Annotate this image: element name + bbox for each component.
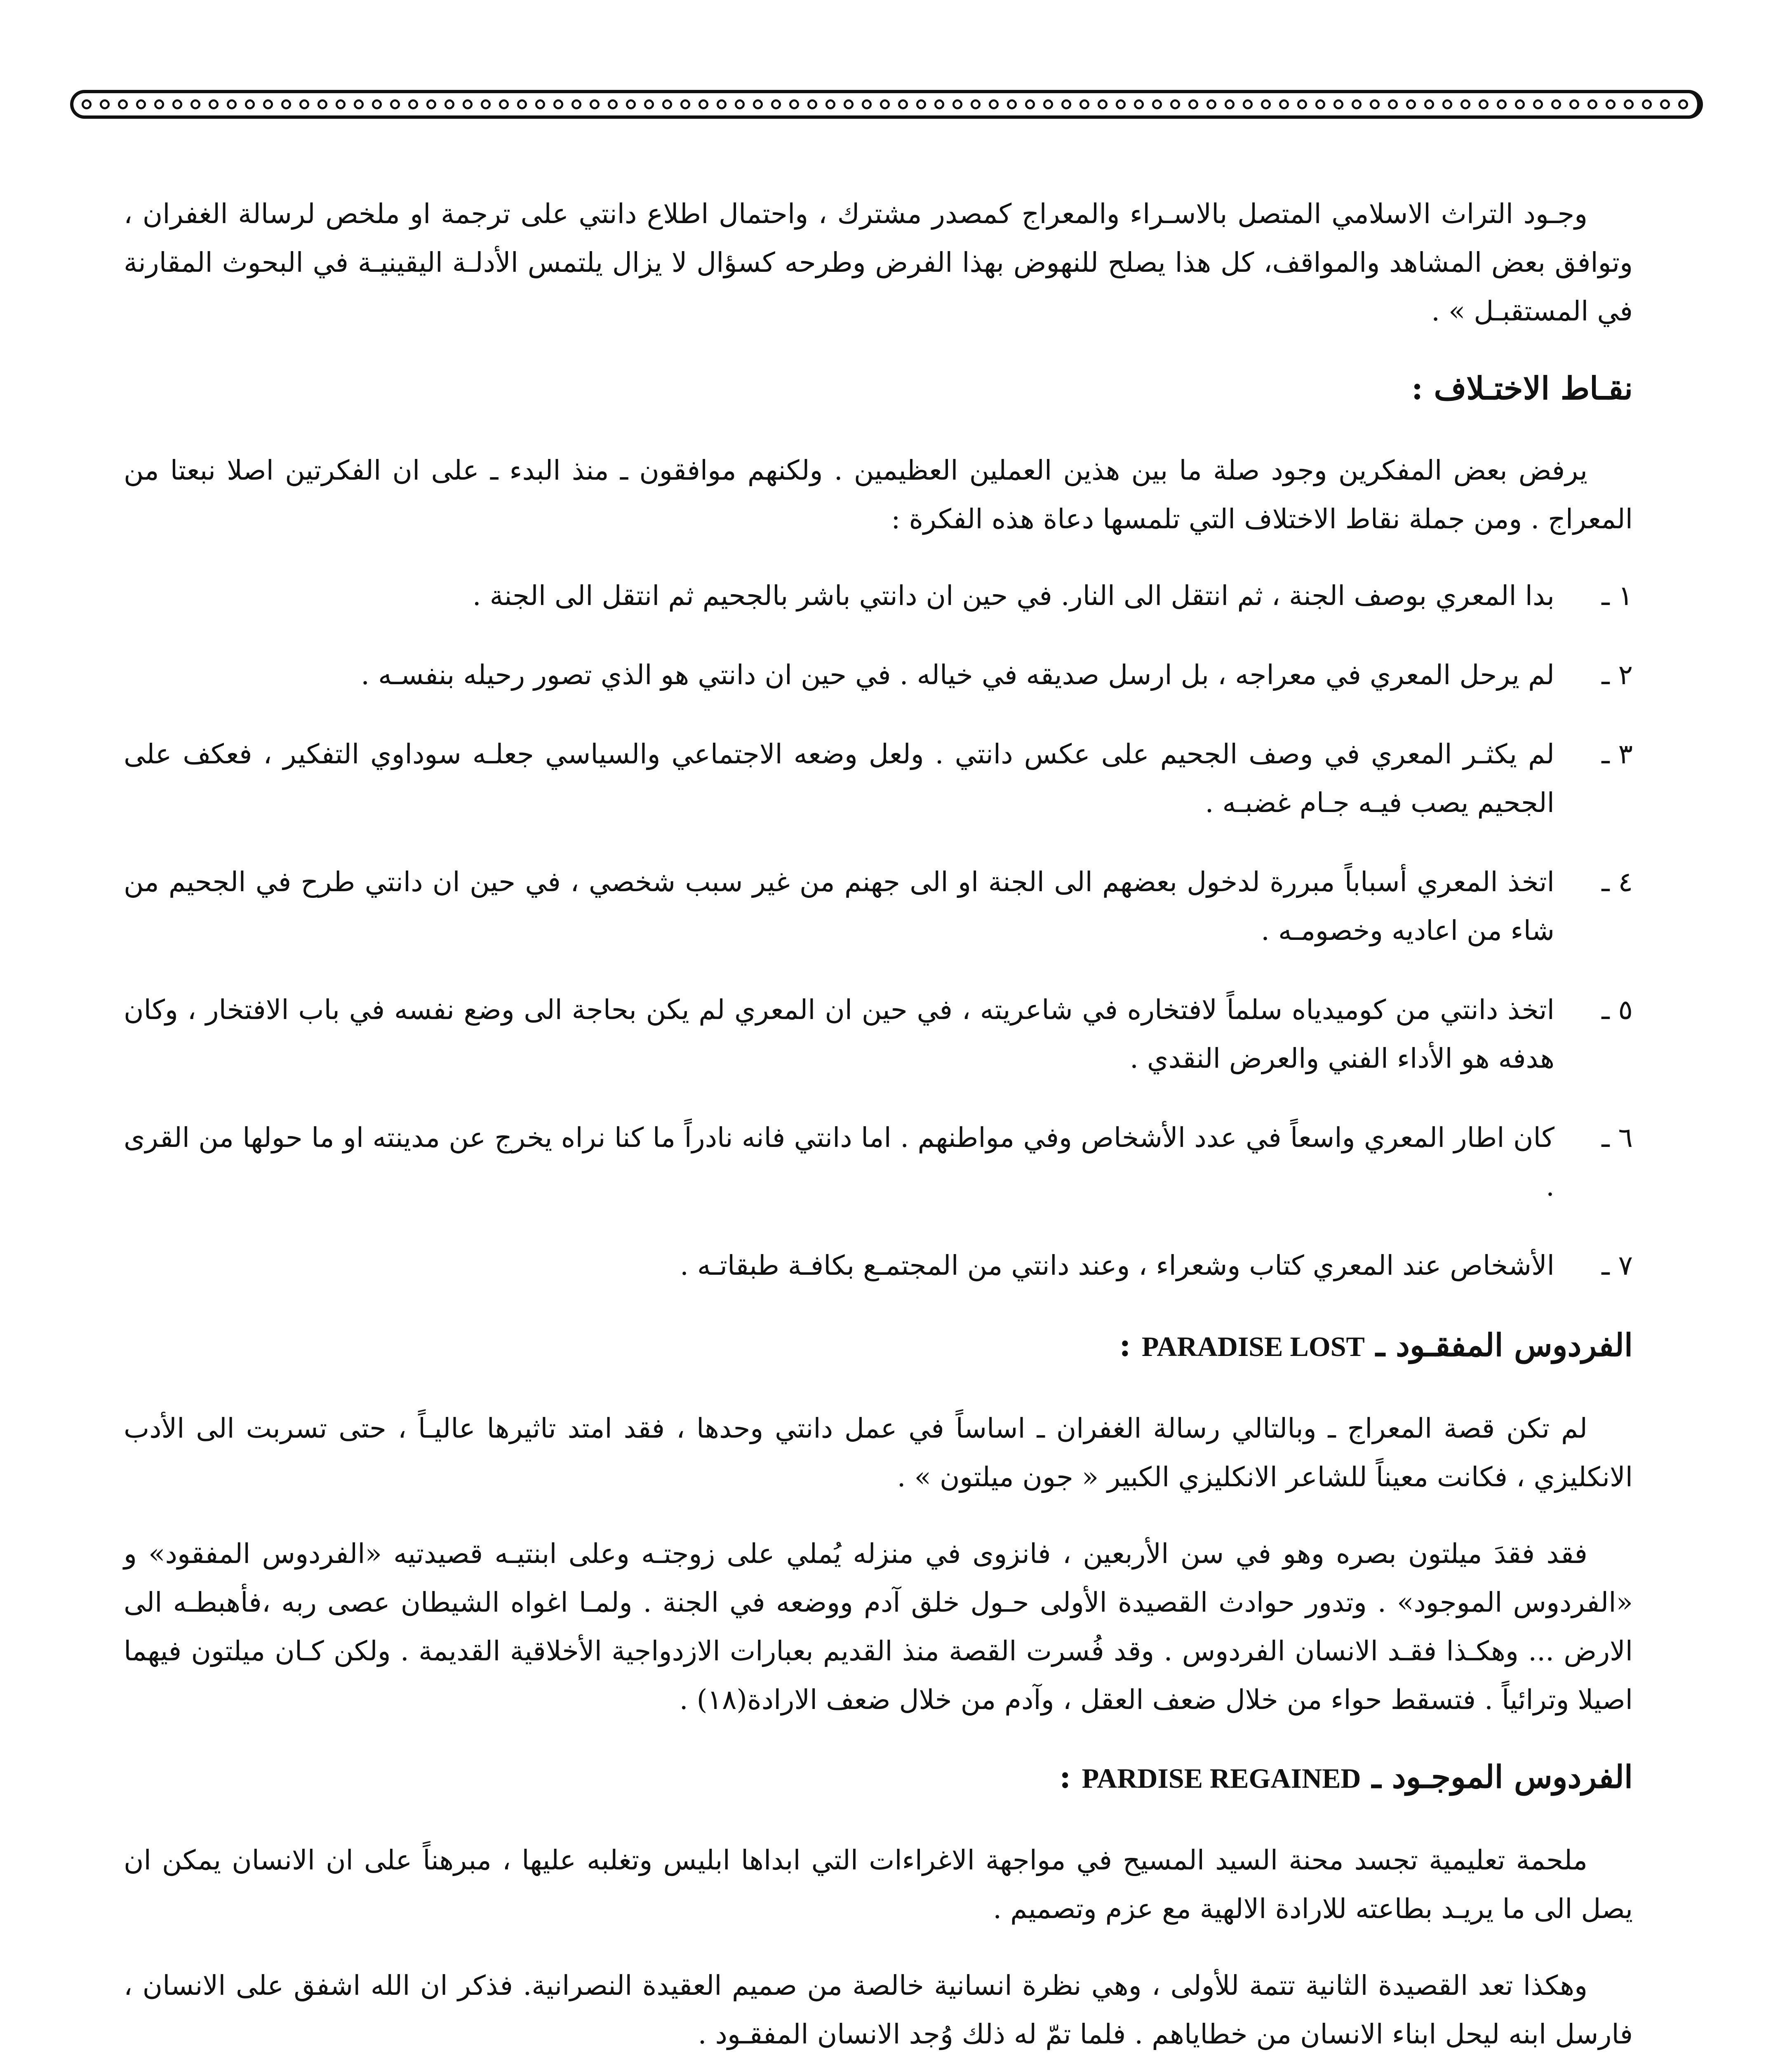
- heading-english: PARDISE REGAINED: [1082, 1763, 1361, 1794]
- section-heading-differences: نقـاط الاختـلاف :: [1411, 370, 1633, 407]
- list-item: [124, 730, 1633, 827]
- item-number: ٣ ـ: [1602, 738, 1633, 770]
- item-text: الأشخاص عند المعري كتاب وشعراء ، وعند دانتي من المجتمـع بكافـة طبقاتـه .: [680, 1250, 1554, 1281]
- item-number: ٦ ـ: [1602, 1122, 1633, 1153]
- chain-ornament-icon: [78, 99, 1689, 110]
- page-content: [124, 190, 1633, 2062]
- item-number: ١ ـ: [1602, 580, 1633, 612]
- list-item: [124, 651, 1633, 699]
- list-item: [124, 1113, 1633, 1211]
- paradise-lost-paragraph: لم تكن قصة المعراج ـ وبالتالي رسالة الغفران ـ اساساً في عمل دانتي وحدها ، فقد امتد تاثيرها عاليـاً ، حتى تسربت الى الأدب الانكليزي ، فكانت معيناً للشاعر الانكليزي الكبير « جون ميلتون » .: [124, 1412, 1633, 1493]
- section-heading-paradise-regained: [124, 1752, 1633, 1803]
- item-number: ٥ ـ: [1602, 994, 1633, 1026]
- heading-colon: :: [1119, 1327, 1131, 1363]
- paradise-lost-paragraph: فقد فقدَ ميلتون بصره وهو في سن الأربعين ، فانزوى في منزله يُملي على زوجتـه وعلى ابنتيـه قصيدتيه «الفردوس المفقود» و «الفردوس الموجود» . وتدور حوادث القصيدة الأولى حـول خلق آدم ووضعه في الجنة . ولمـا اغواه الشيطان عصى ربه ،فأهبطـه الى الارض ... وهكـذا فقـد الانسان الفردوس . وقد فُسرت القصة منذ القديم بعبارات الازدواجية الأخلاقية القديمة . ولكن كـان ميلتون فيهما اصيلا وترائياً . فتسقط حواء من خلال ضعف العقل ، وآدم من خلال ضعف الارادة(١٨) .: [124, 1538, 1633, 1716]
- item-text: لم يرحل المعري في معراجه ، بل ارسل صديقه في خياله . في حين ان دانتي هو الذي تصور رحيله بنفسـه .: [361, 659, 1554, 691]
- intro-paragraph: وجـود التراث الاسلامي المتصل بالاسـراء والمعراج كمصدر مشترك ، واحتمال اطلاع دانتي على ترجمة او ملخص لرسالة الغفران ، وتوافق بعض المشاهد والمواقف، كل هذا يصلح للنهوض بهذا الفرض وطرحه كسؤال لا يزال يلتمس الأدلـة اليقينيـة في البحوث المقارنة في المستقبـل » .: [124, 198, 1633, 327]
- differences-intro: يرفض بعض المفكرين وجود صلة ما بين هذين العملين العظيمين . ولكنهم موافقون ـ منذ البدء ـ على ان الفكرتين اصلا نبعتا من المعراج . ومن جملة نقاط الاختلاف التي تلمسها دعاة هذه الفكرة :: [124, 454, 1633, 535]
- heading-english: PARADISE LOST: [1141, 1331, 1365, 1362]
- item-number: ٧ ـ: [1602, 1250, 1633, 1281]
- section-heading-paradise-lost: [124, 1321, 1633, 1371]
- item-number: ٢ ـ: [1602, 659, 1633, 691]
- item-text: كان اطار المعري واسعاً في عدد الأشخاص وفي مواطنهم . اما دانتي فانه نادراً ما كنا نراه يخرج عن مدينته او ما حولها من القرى .: [124, 1122, 1554, 1202]
- heading-arabic: الفردوس المفقـود ـ: [1376, 1327, 1633, 1363]
- list-item: [124, 986, 1633, 1083]
- paradise-regained-paragraph: ملحمة تعليمية تجسد محنة السيد المسيح في مواجهة الاغراءات التي ابداها ابليس وتغلبه عليها ، مبرهناً على ان الانسان يمكن ان يصل الى ما يريـد بطاعته للارادة الالهية مع عزم وتصميم .: [124, 1844, 1633, 1925]
- item-text: اتخذ المعري أسباباً مبررة لدخول بعضهم الى الجنة او الى جهنم من غير سبب شخصي ، في حين ان دانتي طرح في الجحيم من شاء من اعاديه وخصومـه .: [124, 866, 1554, 946]
- paradise-regained-paragraph: وهكذا تعد القصيدة الثانية تتمة للأولى ، وهي نظرة انسانية خالصة من صميم العقيدة النصرانية. فذكر ان الله اشفق على الانسان ، فارسل ابنه ليحل ابناء الانسان من خطاياهم . فلما تمّ له ذلك وُجد الانسان المفقـود .: [124, 1970, 1633, 2050]
- item-text: اتخذ دانتي من كوميدياه سلماً لافتخاره في شاعريته ، في حين ان المعري لم يكن بحاجة الى وضع نفسه في باب الافتخار ، وكان هدفه هو الأداء الفني والعرض النقدي .: [124, 994, 1554, 1074]
- heading-arabic: الفردوس الموجـود ـ: [1372, 1758, 1633, 1795]
- decorative-top-border: [70, 90, 1703, 119]
- item-number: ٤ ـ: [1602, 866, 1633, 898]
- list-item: [124, 1241, 1633, 1290]
- list-item: [124, 572, 1633, 620]
- heading-colon: :: [1059, 1758, 1071, 1795]
- item-text: لم يكثـر المعري في وصف الجحيم على عكس دانتي . ولعل وضعه الاجتماعي والسياسي جعلـه سوداوي التفكير ، فعكف على الجحيم يصب فيـه جـام غضبـه .: [124, 738, 1554, 819]
- list-item: [124, 858, 1633, 955]
- item-text: بدا المعري بوصف الجنة ، ثم انتقل الى النار. في حين ان دانتي باشر بالجحيم ثم انتقل الى الجنة .: [472, 580, 1554, 612]
